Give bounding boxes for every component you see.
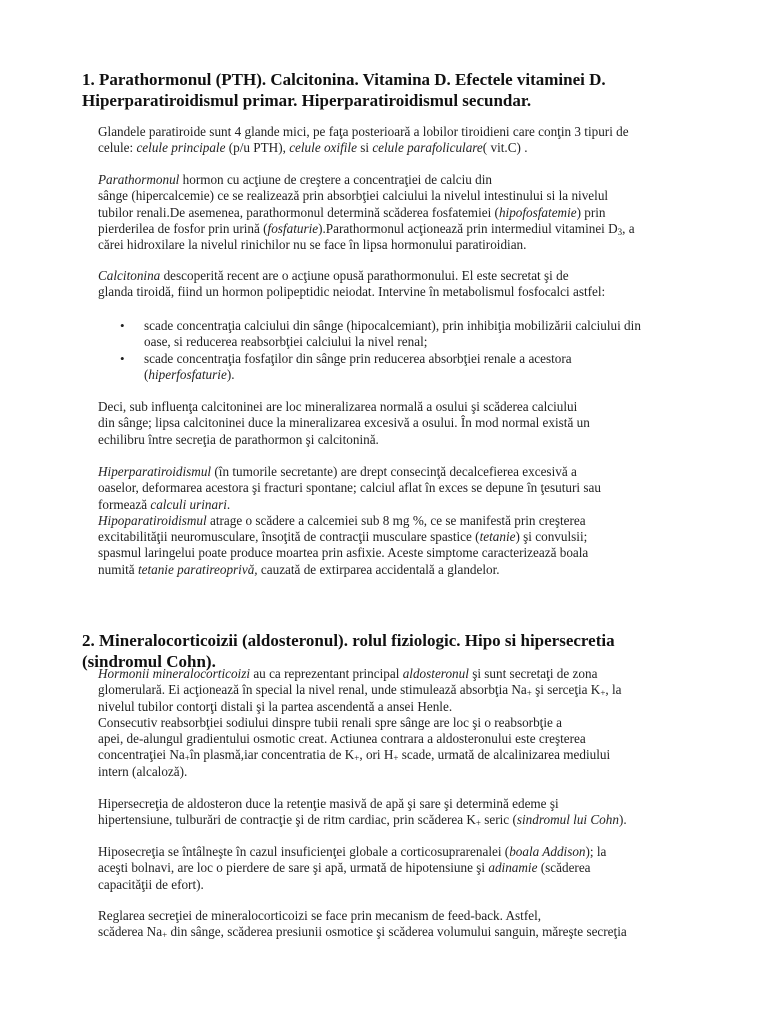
text-line: Reglarea secreţiei de mineralocorticoizi se face prin mecanism de feed-back. Astfel, <box>98 908 542 923</box>
text-line: formează calculi urinari. <box>98 496 231 512</box>
paragraph-hipersecretia <box>98 796 712 829</box>
text-line: Deci, sub influenţa calcitoninei are loc mineralizarea normală a osului şi scăderea calciului <box>98 399 578 414</box>
text-line: Hipersecreţia de aldosteron duce la retenţie masivă de apă şi sare şi determină edeme şi <box>98 796 559 811</box>
text-line: echilibru între secreţia de parathormon şi calcitonină. <box>98 431 379 447</box>
heading-line: 2. Mineralocorticoizii (aldosteronul). rolul fiziologic. Hipo si hipersecretia <box>82 631 615 650</box>
text-line: apei, de-alungul gradientului osmotic creat. Actiunea contrara a aldosteronului este creşterea <box>98 731 586 747</box>
text-line: pierderilea de fosfor prin urină (fosfaturie).Parathormonul acţionează prin intermediul vitaminei $D_3$, a <box>98 220 635 237</box>
bullet-marker: • <box>120 318 125 333</box>
paragraph-hiposecretia <box>98 844 712 893</box>
bullet-list <box>98 318 712 383</box>
text-line: scăderea $Na_+$ din sânge, scăderea presiunii osmotice şi scăderea volumului sanguin, măreşte secreţia <box>98 924 627 941</box>
text-line: numită tetanie paratireoprivă, cauzată de extirparea accidentală a glandelor. <box>98 561 500 577</box>
paragraph-deci <box>98 399 712 448</box>
text-line: Glandele paratiroide sunt 4 glande mici, pe faţa posterioară a lobilor tiroidieni care conţin 3 tipuri de <box>98 124 629 139</box>
text-line: Hiperparatiroidismul (în tumorile secretante) are drept consecinţă decalcefierea excesivă a <box>98 464 577 479</box>
text-line: glanda tiroidă, fiind un hormon polipeptidic neiodat. Intervine în metabolismul fosfocalci astfel: <box>98 284 606 300</box>
heading-line: 1. Parathormonul (PTH). Calcitonina. Vitamina D. Efectele vitaminei D. <box>82 70 606 89</box>
text-line: oaselor, deformarea acestora şi fracturi spontane; calciul aflat în exces se depune în ţesuturi sau <box>98 480 601 496</box>
list-item: • scade concentraţia calciului din sânge (hipocalcemiant), prin inhibiţia mobilizării calciului din oase, si reducerea reabsorbţiei calciului la nivel renal; <box>120 318 641 350</box>
section-1-heading <box>82 69 702 111</box>
text-line: glomerulară. Ei acţionează în special la nivel renal, unde stimulează absorbţia $Na_+$ şi serceţia $K_+$, la <box>98 682 622 699</box>
paragraph-mineralocorticoizi <box>98 666 712 780</box>
paragraph-reglarea <box>98 908 712 941</box>
text-line: nivelul tubilor contorţi distali şi la partea ascendentă a ansei Henle. <box>98 698 453 714</box>
text-line: hipertensiune, tulburări de contracţie şi de ritm cardiac, prin scăderea $K_+$ seric (sindromul lui Cohn). <box>98 812 627 829</box>
text-line: Calcitonina descoperită recent are o acţiune opusă parathormonului. El este secretat şi de <box>98 268 569 283</box>
text-line: sânge (hipercalcemie) ce se realizează prin absorbţiei calciului la nivelul intestinului si la nivelul <box>98 188 609 204</box>
text-line: Hormonii mineralocorticoizi au ca reprezentant principal aldosteronul şi sunt secretaţi de zona <box>98 666 598 681</box>
paragraph-paratiroide <box>98 124 712 157</box>
text-line: aceşti bolnavi, are loc o pierdere de sare şi apă, urmată de hipotensiune şi adinamie (scăderea <box>98 860 591 876</box>
bullet-marker: • <box>120 350 125 366</box>
text-line: capacităţii de efort). <box>98 876 204 892</box>
text-line: spasmul laringelui poate produce moartea prin asfixie. Aceste simptome caracterizează boala <box>98 545 589 561</box>
text-line: celule: celule principale (p/u PTH), celule oxifile si celule parafoliculare( vit.C) . <box>98 140 528 156</box>
paragraph-parathormonul <box>98 172 712 253</box>
list-item: • scade concentraţia fosfaţilor din sânge prin reducerea absorbţiei renale a acestora (hiperfosfaturie). <box>120 350 572 382</box>
text-line: intern (alcaloză). <box>98 763 188 779</box>
text-line: cărei hidroxilare la nivelul rinichilor nu se face în lipsa hormonului paratiroidian. <box>98 237 527 253</box>
paragraph-calcitonina <box>98 268 712 301</box>
text-line: concentraţiei $Na_+în$ plasmă,iar concentratia de $K_+$, ori $H_+$ scade, urmată de alcalinizarea mediului <box>98 747 611 764</box>
text-line: tubilor renali.De asemenea, parathormonul determină scăderea fosfatemiei (hipofosfatemie) prin <box>98 204 606 220</box>
text-line: din sânge; lipsa calcitoninei duce la mineralizarea excesivă a osului. În mod normal există un <box>98 415 590 431</box>
heading-line: Hiperparatiroidismul primar. Hiperparatiroidismul secundar. <box>82 91 532 110</box>
text-line: Hipoparatiroidismul atrage o scădere a calcemiei sub 8 mg %, ce se manifestă prin creşterea <box>98 512 586 528</box>
paragraph-hiper-hipo-paratiroidism <box>98 464 712 578</box>
text-line: Consecutiv reabsorbţiei sodiului dinspre tubii renali spre sânge are loc şi o reabsorbţie a <box>98 714 562 730</box>
text-line: Parathormonul hormon cu acţiune de creştere a concentraţiei de calciu din <box>98 172 493 187</box>
text-line: Hiposecreţia se întâlneşte în cazul insuficienţei globale a corticosuprarenalei (boala Addison); la <box>98 844 607 859</box>
heading-line: (sindromul Cohn). <box>82 652 216 671</box>
text-line: excitabilităţii neuromusculare, însoţită de contracţii musculare spastice (tetanie) şi convulsii; <box>98 529 588 545</box>
